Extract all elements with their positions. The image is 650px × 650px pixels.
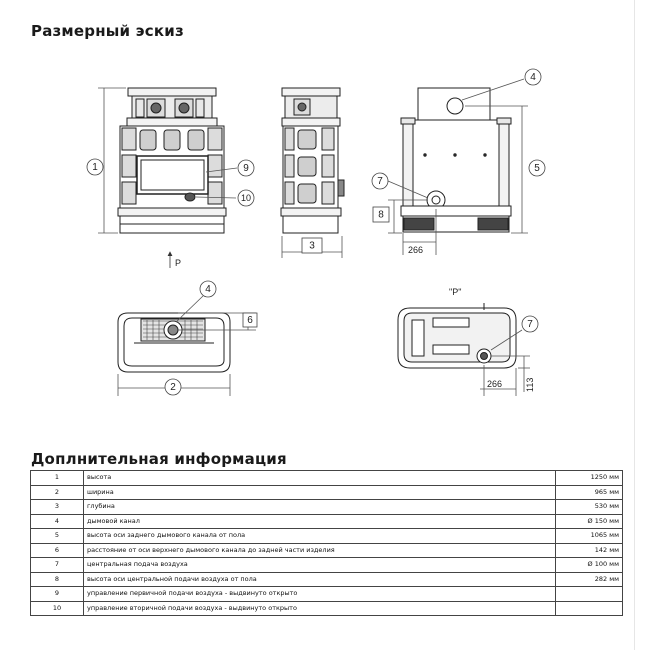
row-description: управление первичной подачи воздуха - выдвинуто открыто (84, 587, 556, 602)
row-description: расстояние от оси верхнего дымового канала до задней части изделия (84, 543, 556, 558)
callout-7-rear-label: 7 (377, 176, 383, 188)
table-row (31, 543, 623, 558)
row-value: 282 мм (556, 572, 623, 587)
callout-3-label: 3 (309, 240, 315, 252)
row-value (556, 601, 623, 616)
row-value: Ø 100 мм (556, 558, 623, 573)
table-row (31, 500, 623, 515)
table-row (31, 601, 623, 616)
callout-8-label: 8 (378, 209, 384, 221)
callout-2-label: 2 (170, 382, 176, 394)
callout-7-view-label: 7 (527, 319, 533, 331)
row-number: 1 (31, 471, 84, 486)
callout-9-label: 9 (243, 163, 249, 175)
view-arrow-label: P (175, 258, 182, 268)
table-row (31, 587, 623, 602)
table-row (31, 485, 623, 500)
dimension-266-view: 266 (487, 379, 503, 389)
table-row (31, 529, 623, 544)
row-description: дымовой канал (84, 514, 556, 529)
row-description: высота оси центральной подачи воздуха от пола (84, 572, 556, 587)
callout-1-label: 1 (92, 162, 98, 174)
table-row (31, 558, 623, 573)
row-description: центральная подача воздуха (84, 558, 556, 573)
table-row (31, 471, 623, 486)
row-number: 3 (31, 500, 84, 515)
stove-view-p (398, 303, 516, 368)
row-value (556, 587, 623, 602)
dimension-113: 113 (525, 377, 535, 392)
row-value: 1250 мм (556, 471, 623, 486)
table-row (31, 514, 623, 529)
row-description: ширина (84, 485, 556, 500)
row-value: 142 мм (556, 543, 623, 558)
dimension-266-rear: 266 (408, 245, 424, 255)
row-number: 5 (31, 529, 84, 544)
stove-front-view (118, 88, 226, 233)
sketch-section-title: Размерный эскиз (31, 22, 184, 40)
stove-side-view (281, 88, 344, 233)
info-section-title: Доплнительная информация (31, 450, 287, 468)
row-number: 9 (31, 587, 84, 602)
callout-5-label: 5 (534, 163, 540, 175)
callout-10-label: 10 (240, 192, 252, 203)
row-number: 8 (31, 572, 84, 587)
stove-rear-view (401, 88, 511, 232)
view-p-label: "P" (449, 287, 462, 297)
table-row (31, 572, 623, 587)
callout-4-top-label: 4 (205, 284, 211, 296)
callout-4-rear-label: 4 (530, 72, 536, 84)
row-number: 10 (31, 601, 84, 616)
row-number: 7 (31, 558, 84, 573)
row-description: глубина (84, 500, 556, 515)
row-number: 6 (31, 543, 84, 558)
row-description: высота (84, 471, 556, 486)
row-value: 530 мм (556, 500, 623, 515)
row-description: высота оси заднего дымового канала от пола (84, 529, 556, 544)
row-value: 1065 мм (556, 529, 623, 544)
row-description: управление вторичной подачи воздуха - выдвинуто открыто (84, 601, 556, 616)
stove-top-view (118, 313, 230, 372)
info-table (30, 470, 623, 616)
row-value: 965 мм (556, 485, 623, 500)
row-number: 2 (31, 485, 84, 500)
row-number: 4 (31, 514, 84, 529)
row-value: Ø 150 мм (556, 514, 623, 529)
callout-6-label: 6 (247, 315, 253, 327)
